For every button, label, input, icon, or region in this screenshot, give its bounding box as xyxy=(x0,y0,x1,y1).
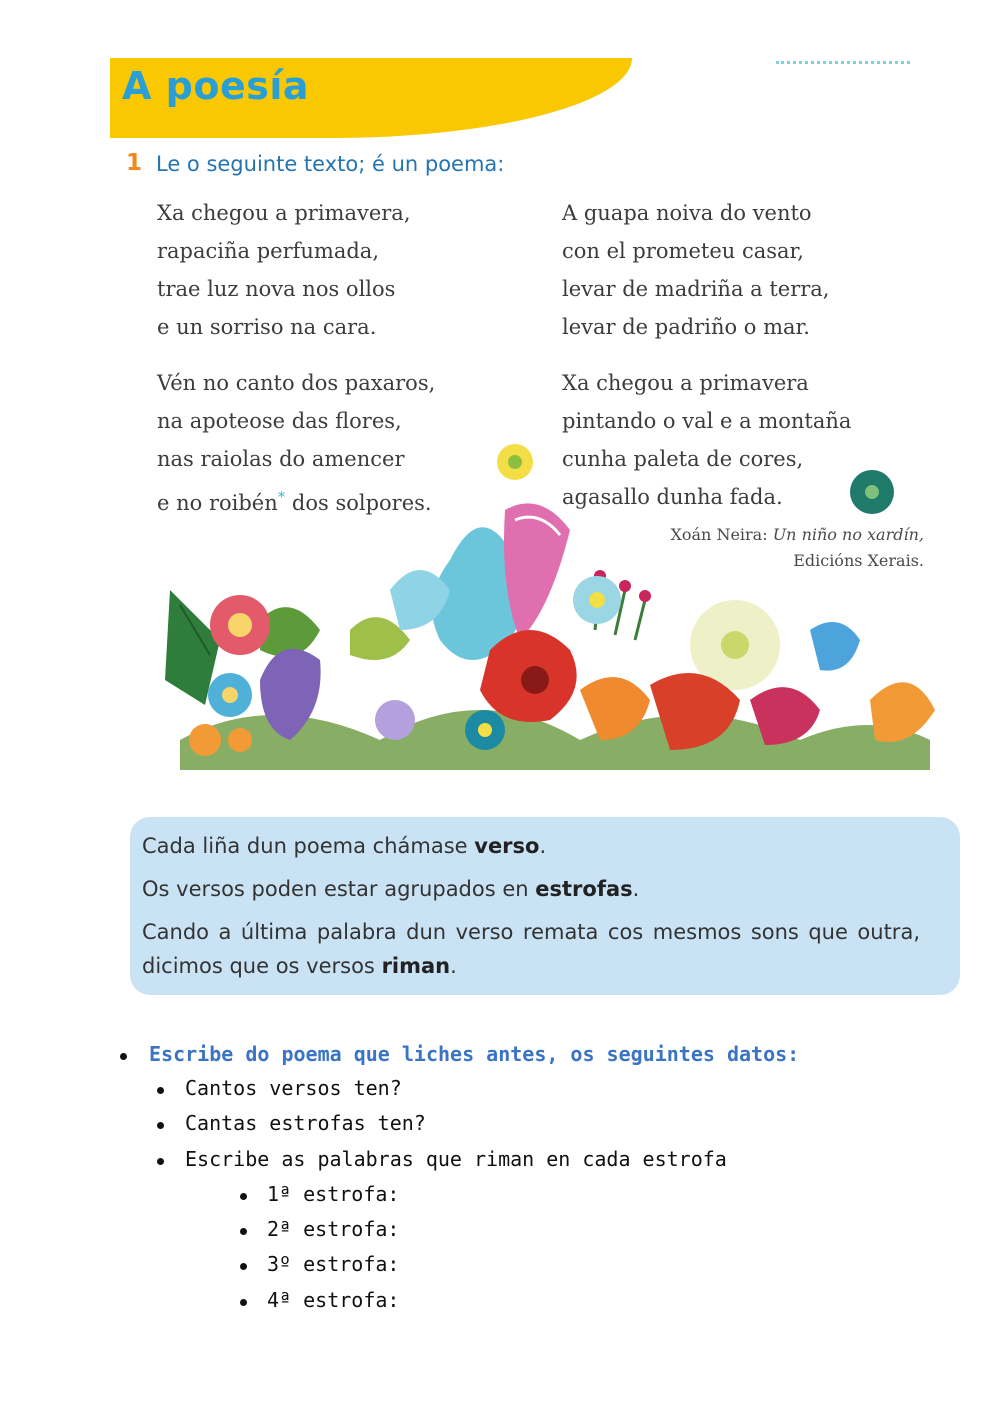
header-dotted-line xyxy=(776,61,910,67)
poem-line: trae luz nova nos ollos xyxy=(157,277,396,301)
glossary-asterisk: * xyxy=(277,488,286,506)
definition-verso xyxy=(142,829,920,863)
poem-line: Vén no canto dos paxaros, xyxy=(157,371,436,395)
poem-line-start: e no roibén xyxy=(157,491,278,515)
definition-riman xyxy=(142,915,920,983)
bullet-icon xyxy=(157,1158,164,1165)
question-rhyming-words: Escribe as palabras que riman en cada estrofa xyxy=(185,1147,727,1171)
definition-end: . xyxy=(450,954,457,978)
keyword-riman: riman xyxy=(381,954,451,978)
page-title: A poesía xyxy=(122,64,310,108)
keyword-verso: verso xyxy=(474,834,540,858)
poem-line: A guapa noiva do vento xyxy=(562,201,812,225)
definition-box xyxy=(130,817,960,995)
poem-stanza-2 xyxy=(562,194,922,346)
poem-line: Xa chegou a primavera xyxy=(562,371,809,395)
definition-end: . xyxy=(539,834,547,858)
bullet-icon xyxy=(240,1263,247,1270)
definition-estrofas xyxy=(142,872,920,906)
exercise-number: 1 xyxy=(126,150,143,176)
stanza-2-answer-label: 2ª estrofa: xyxy=(267,1217,400,1241)
bullet-icon xyxy=(240,1193,247,1200)
poem-line: e un sorriso na cara. xyxy=(157,315,377,339)
poem-line: levar de padriño o mar. xyxy=(562,315,810,339)
bullet-icon xyxy=(240,1299,247,1306)
poem-line: con el prometeu casar, xyxy=(562,239,804,263)
question-verses-count: Cantos versos ten? xyxy=(185,1076,402,1100)
definition-text: Os versos poden estar agrupados en xyxy=(142,877,536,901)
poem-line: levar de madriña a terra, xyxy=(562,277,830,301)
poem-stanza-1 xyxy=(157,194,517,346)
keyword-estrofas: estrofas xyxy=(535,877,633,901)
stanza-1-answer-label: 1ª estrofa: xyxy=(267,1182,400,1206)
poem-line: nas raiolas do amencer xyxy=(157,447,405,471)
exercise-instruction: Le o seguinte texto; é un poema: xyxy=(156,152,505,176)
poem-line: rapaciña perfumada, xyxy=(157,239,379,263)
definition-text: Cada liña dun poema chámase xyxy=(142,834,475,858)
credit-book: Un niño no xardín, xyxy=(772,525,924,544)
poem-line: na apoteose das flores, xyxy=(157,409,402,433)
questions-heading: Escribe do poema que liches antes, os seguintes datos: xyxy=(149,1042,800,1066)
flower-illustration xyxy=(150,440,940,785)
credit-author: Xoán Neira: xyxy=(670,525,773,544)
credit-publisher: Edicións Xerais. xyxy=(793,551,924,570)
poem-line: agasallo dunha fada. xyxy=(562,485,783,509)
bullet-icon xyxy=(157,1122,164,1129)
stanza-4-answer-label: 4ª estrofa: xyxy=(267,1288,400,1312)
poem-line: pintando o val e a montaña xyxy=(562,409,852,433)
poem-line: cunha paleta de cores, xyxy=(562,447,804,471)
question-stanzas-count: Cantas estrofas ten? xyxy=(185,1111,426,1135)
poem-line-end: dos solpores. xyxy=(285,491,432,515)
definition-text: Cando a última palabra dun verso remata cos mesmos sons que outra, dicimos que os versos xyxy=(142,920,920,978)
bullet-icon xyxy=(157,1087,164,1094)
definition-end: . xyxy=(632,877,640,901)
bullet-icon xyxy=(240,1228,247,1235)
poem-line: Xa chegou a primavera, xyxy=(157,201,411,225)
bullet-icon xyxy=(120,1053,127,1060)
stanza-3-answer-label: 3º estrofa: xyxy=(267,1252,400,1276)
